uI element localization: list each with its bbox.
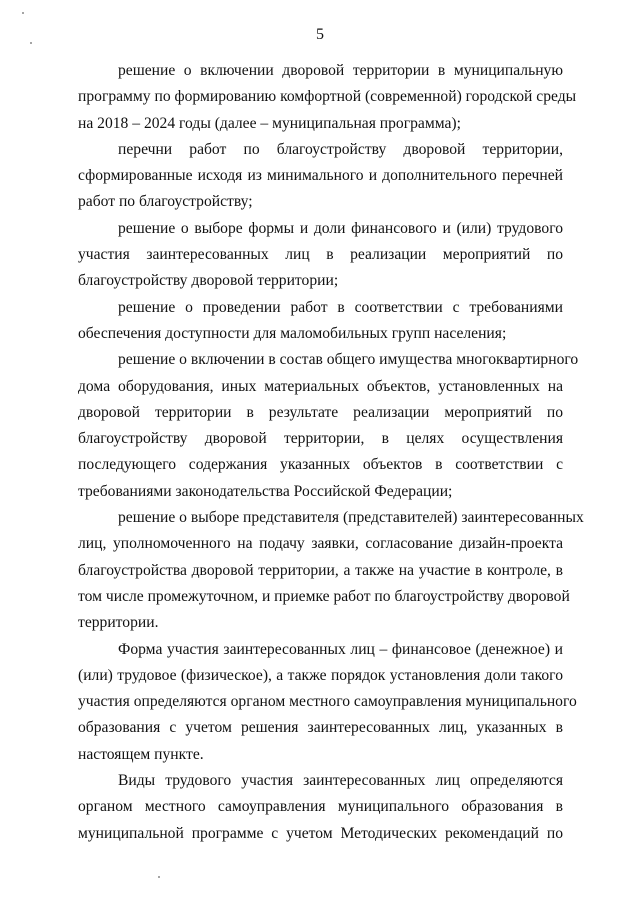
text-line: обеспечения доступности для маломобильных групп населения;	[78, 324, 507, 342]
text-line: благоустройству дворовой территории, в целях осуществления	[78, 430, 563, 448]
text-line: работ по благоустройству;	[78, 193, 253, 211]
text-line: территории.	[78, 614, 159, 632]
paragraph	[78, 216, 563, 295]
scan-speck	[30, 42, 32, 44]
paragraph	[78, 137, 563, 216]
text-line: образования с учетом решения заинтересованных лиц, указанных в	[78, 719, 563, 737]
text-line: дворовой территории в результате реализации мероприятий по	[78, 403, 563, 421]
paragraph	[78, 295, 563, 348]
text-line: органом местного самоуправления муниципального образования в	[78, 798, 563, 816]
text-line: Форма участия заинтересованных лиц – финансовое (денежное) и	[118, 640, 563, 658]
text-line: лиц, уполномоченного на подачу заявки, согласование дизайн-проекта	[78, 535, 563, 553]
text-line: благоустройству дворовой территории;	[78, 272, 339, 290]
text-line: (или) трудовое (физическое), а также порядок установления доли такого	[78, 666, 563, 684]
text-line: требованиями законодательства Российской Федерации;	[78, 482, 453, 500]
text-line: последующего содержания указанных объектов в соответствии с	[78, 456, 563, 474]
text-line: программу по формированию комфортной (современной) городской среды	[78, 88, 577, 106]
text-line: решение о включении дворовой территории в муниципальную	[118, 62, 563, 79]
text-line: решение о выборе формы и доли финансового и (или) трудового	[118, 219, 563, 237]
paragraph	[78, 58, 577, 137]
text-line: участия заинтересованных лиц в реализации мероприятий по	[78, 246, 563, 264]
page-number: 5	[316, 26, 324, 43]
text-line: участия определяются органом местного самоуправления муниципального	[78, 693, 577, 711]
document-body	[78, 58, 584, 847]
text-line: сформированные исходя из минимального и дополнительного перечней	[78, 167, 563, 185]
paragraph	[78, 505, 584, 636]
paragraph	[78, 637, 577, 768]
text-line: решение о проведении работ в соответствии с требованиями	[118, 298, 563, 316]
text-line: благоустройства дворовой территории, а также на участие в контроле, в	[78, 561, 563, 579]
text-line: перечни работ по благоустройству дворовой территории,	[118, 140, 563, 158]
text-line: настоящем пункте.	[78, 745, 204, 763]
paragraph	[78, 347, 579, 505]
scan-speck	[158, 876, 160, 878]
text-line: решение о включении в состав общего имущества многоквартирного	[118, 351, 579, 369]
text-line: том числе промежуточном, и приемке работ по благоустройству дворовой	[78, 587, 570, 605]
text-line: решение о выборе представителя (представителей) заинтересованных	[118, 509, 584, 527]
text-line: дома оборудования, иных материальных объектов, установленных на	[78, 377, 563, 395]
paragraph	[78, 768, 563, 847]
text-line: Виды трудового участия заинтересованных лиц определяются	[118, 772, 563, 790]
text-line: на 2018 – 2024 годы (далее – муниципальная программа);	[78, 114, 461, 132]
scan-speck	[22, 12, 24, 14]
text-line: муниципальной программе с учетом Методических рекомендаций по	[78, 824, 563, 842]
